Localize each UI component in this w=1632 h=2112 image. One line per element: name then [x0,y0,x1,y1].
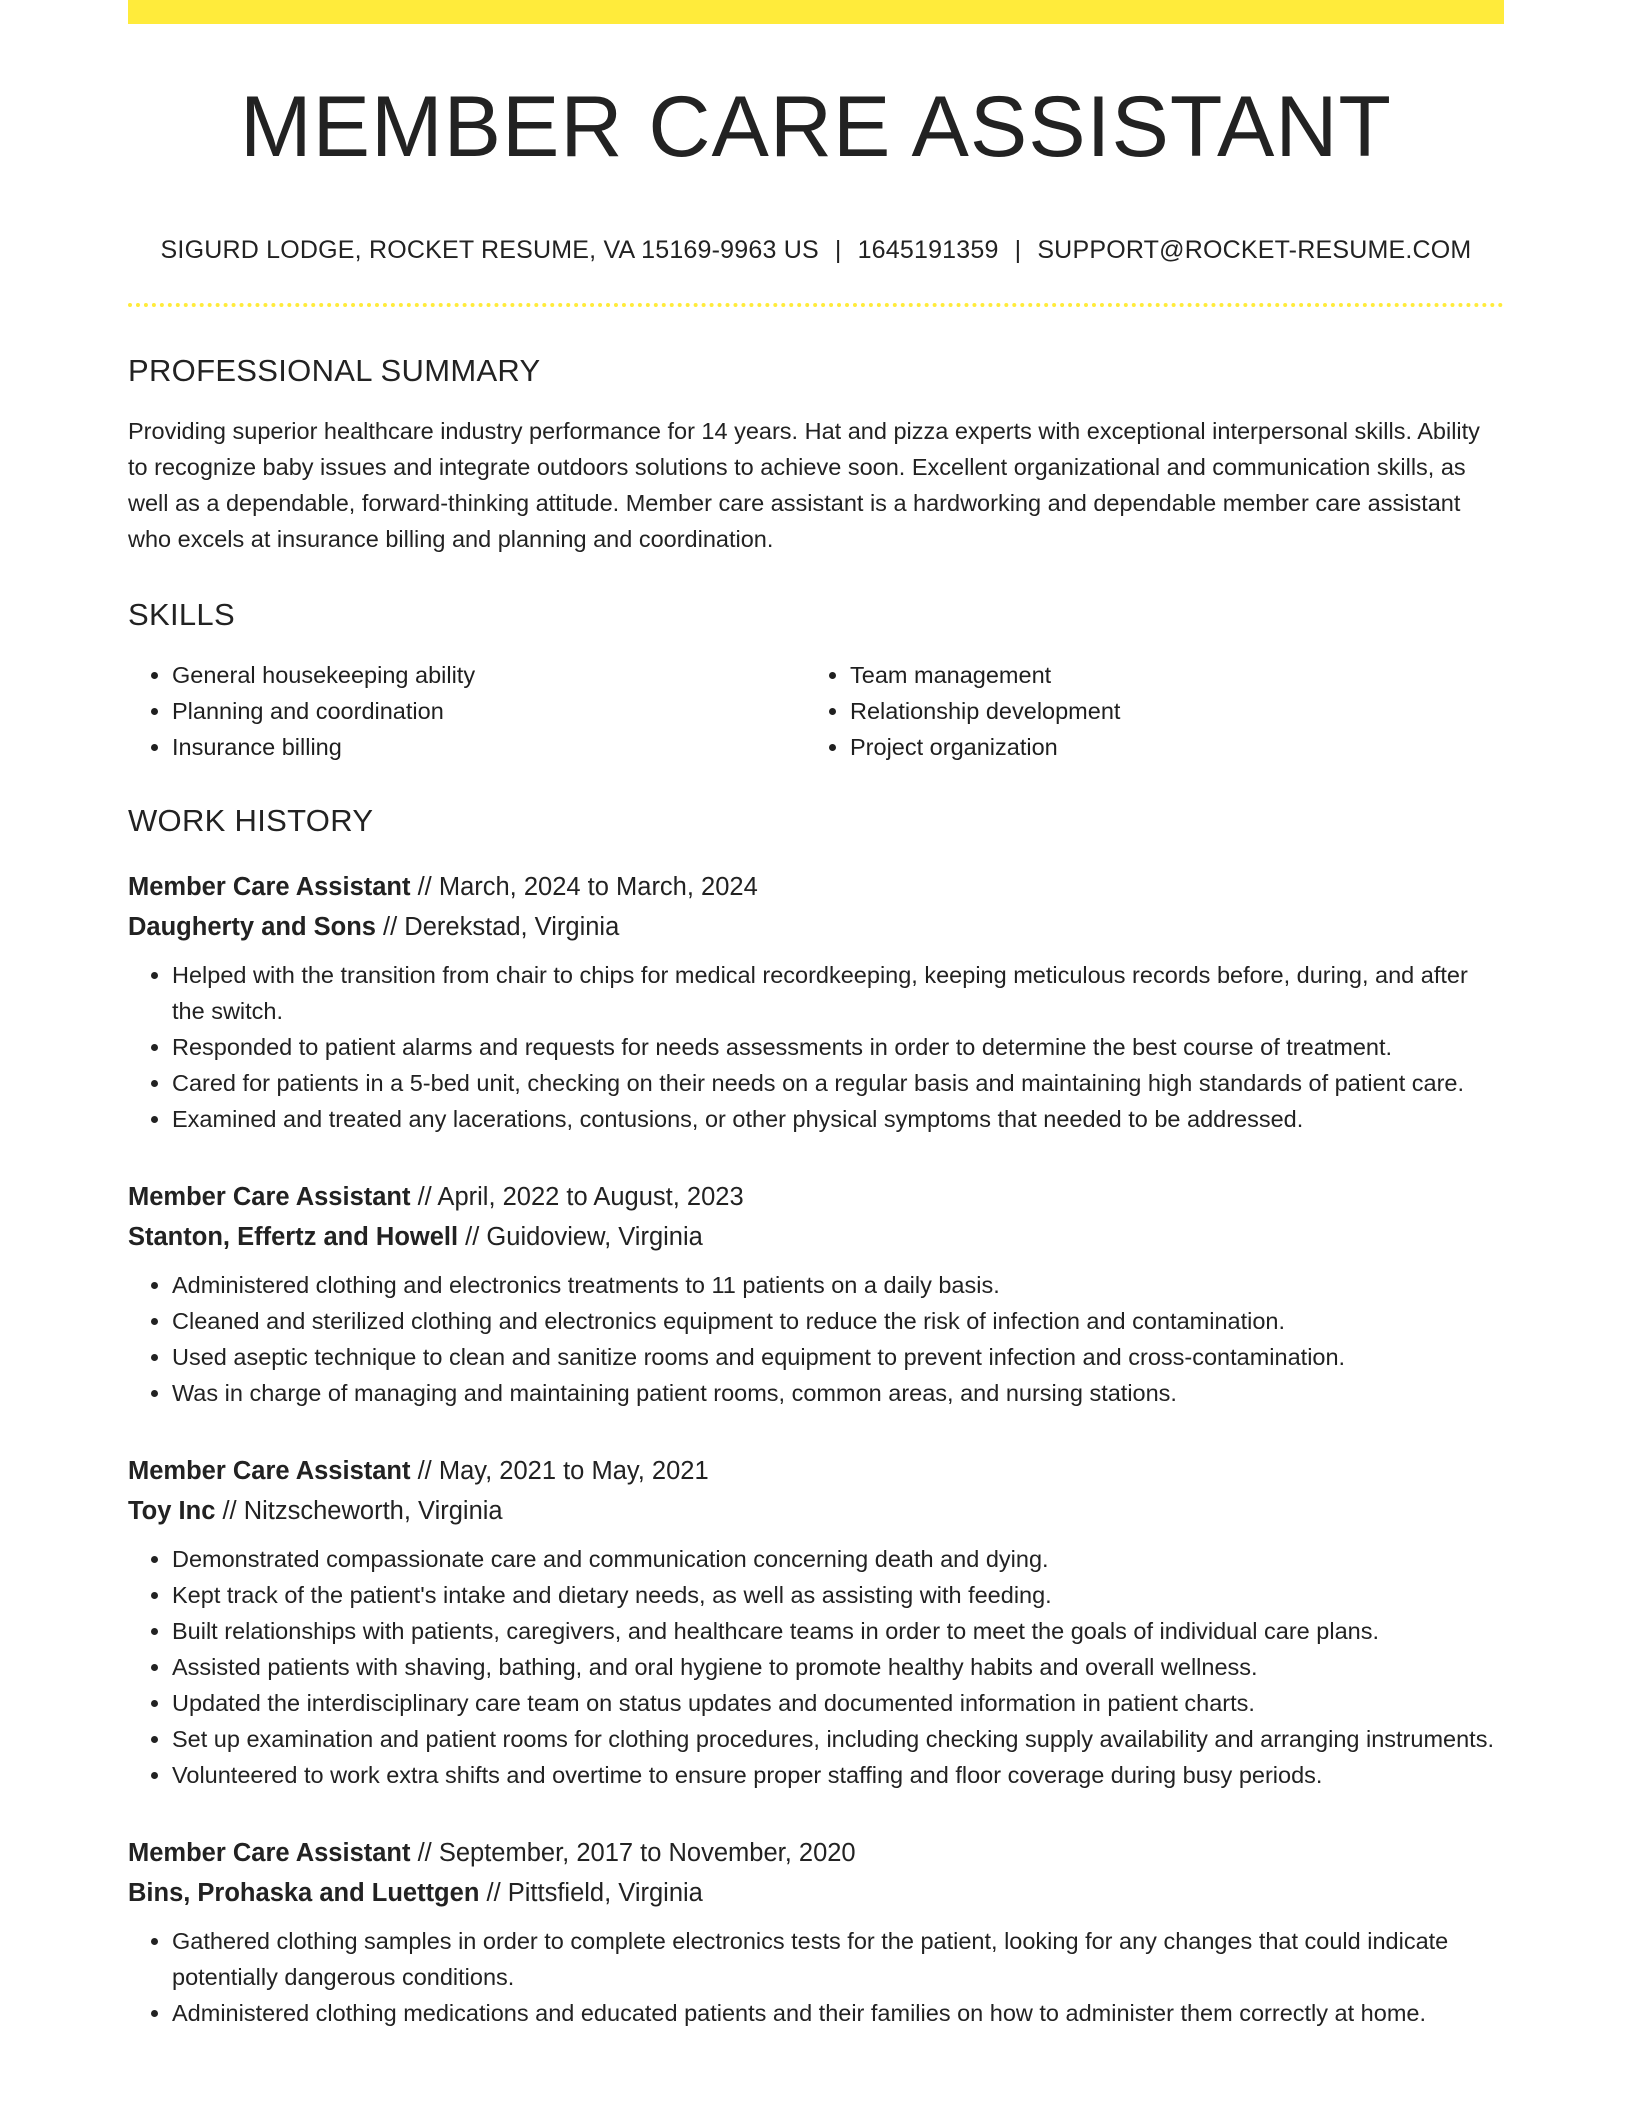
job-location: // Derekstad, Virginia [375,913,620,941]
contact-phone: 1645191359 [857,236,999,264]
job-entry [128,1833,1504,2031]
job-duties [128,1923,1504,2031]
job-duty: • Was in charge of managing and maintaining patient rooms, common areas, and nursing stations. [172,1375,1504,1411]
job-duty: • Gathered clothing samples in order to complete electronics tests for the patient, looking for any changes that could indicate potentially dangerous conditions. [172,1923,1504,1995]
job-duty: • Cleaned and sterilized clothing and electronics equipment to reduce the risk of infection and contamination. [172,1303,1504,1339]
job-title: Member Care Assistant [128,1183,411,1211]
job-duty: • Assisted patients with shaving, bathing, and oral hygiene to promote healthy habits and overall wellness. [172,1649,1504,1685]
job-title-line [128,1833,1504,1873]
job-dates: // May, 2021 to May, 2021 [410,1457,709,1485]
skill-item: • Relationship development [850,693,1450,729]
job-company-line [128,1873,1504,1913]
job-duties [128,1541,1504,1793]
job-company: Bins, Prohaska and Luettgen [128,1879,480,1907]
job-company-line [128,1217,1504,1257]
job-duties [128,1267,1504,1411]
skill-item: • General housekeeping ability [172,657,806,693]
job-duty: • Responded to patient alarms and requests for needs assessments in order to determine the best course of treatment. [172,1029,1504,1065]
job-entry [128,1177,1504,1411]
contact-address: SIGURD LODGE, ROCKET RESUME, VA 15169-9963 US [160,236,819,264]
job-title-line [128,1451,1504,1491]
skill-item: • Team management [850,657,1450,693]
job-company-line [128,907,1504,947]
job-dates: // March, 2024 to March, 2024 [410,873,758,901]
skill-item: • Planning and coordination [172,693,806,729]
job-duty: • Helped with the transition from chair to chips for medical recordkeeping, keeping meticulous records before, during, and after the switch. [172,957,1504,1029]
job-duty: • Updated the interdisciplinary care team on status updates and documented information in patient charts. [172,1685,1504,1721]
summary-text: Providing superior healthcare industry performance for 14 years. Hat and pizza experts with exceptional interpersonal skills. Ability to recognize baby issues and integrate outdoors solutions to achieve soon. Excellent organizational and communication skills, as well as a dependable, forward-thinking attitude. Member care assistant is a hardworking and dependable member care assistant who excels at insurance billing and planning and coordination. [128,418,1480,552]
skills-heading: SKILLS [128,597,235,632]
job-duty: • Demonstrated compassionate care and communication concerning death and dying. [172,1541,1504,1577]
contact-separator: | [834,236,842,264]
job-duty: • Used aseptic technique to clean and sanitize rooms and equipment to prevent infection and cross-contamination. [172,1339,1504,1375]
resume-title: MEMBER CARE ASSISTANT [240,79,1392,175]
job-title-line [128,1177,1504,1217]
job-company: Daugherty and Sons [128,913,376,941]
dotted-divider [128,303,1504,307]
job-duty: • Examined and treated any lacerations, contusions, or other physical symptoms that needed to be addressed. [172,1101,1504,1137]
job-duty: • Set up examination and patient rooms for clothing procedures, including checking supply availability and arranging instruments. [172,1721,1504,1757]
job-title: Member Care Assistant [128,1457,411,1485]
contact-email[interactable]: SUPPORT@ROCKET-RESUME.COM [1037,236,1472,264]
skills-list [128,657,1504,765]
job-company-line [128,1491,1504,1531]
skills-column-right [806,657,1450,765]
job-company: Toy Inc [128,1497,216,1525]
job-company: Stanton, Effertz and Howell [128,1223,459,1251]
job-title-line [128,867,1504,907]
job-location: // Guidoview, Virginia [458,1223,703,1251]
job-duty: • Administered clothing medications and educated patients and their families on how to administer them correctly at home. [172,1995,1504,2031]
job-duties [128,957,1504,1137]
job-entry [128,1451,1504,1793]
job-dates: // April, 2022 to August, 2023 [410,1183,744,1211]
skills-column-left [128,657,806,765]
summary-heading: PROFESSIONAL SUMMARY [128,353,541,388]
contact-separator: | [1014,236,1022,264]
job-dates: // September, 2017 to November, 2020 [410,1839,856,1867]
skill-item: • Project organization [850,729,1450,765]
job-duty: • Administered clothing and electronics treatments to 11 patients on a daily basis. [172,1267,1504,1303]
resume-page [128,0,1504,2031]
skill-item: • Insurance billing [172,729,806,765]
job-title: Member Care Assistant [128,1839,411,1867]
contact-line [128,236,1504,265]
job-entry [128,867,1504,1137]
top-accent-bar [128,0,1504,24]
work-history-heading: WORK HISTORY [128,803,374,838]
job-duty: • Kept track of the patient's intake and dietary needs, as well as assisting with feeding. [172,1577,1504,1613]
job-location: // Pittsfield, Virginia [479,1879,703,1907]
job-duty: • Built relationships with patients, caregivers, and healthcare teams in order to meet the goals of individual care plans. [172,1613,1504,1649]
job-title: Member Care Assistant [128,873,411,901]
job-duty: • Cared for patients in a 5-bed unit, checking on their needs on a regular basis and maintaining high standards of patient care. [172,1065,1504,1101]
job-location: // Nitzscheworth, Virginia [215,1497,503,1525]
job-duty: • Volunteered to work extra shifts and overtime to ensure proper staffing and floor coverage during busy periods. [172,1757,1504,1793]
